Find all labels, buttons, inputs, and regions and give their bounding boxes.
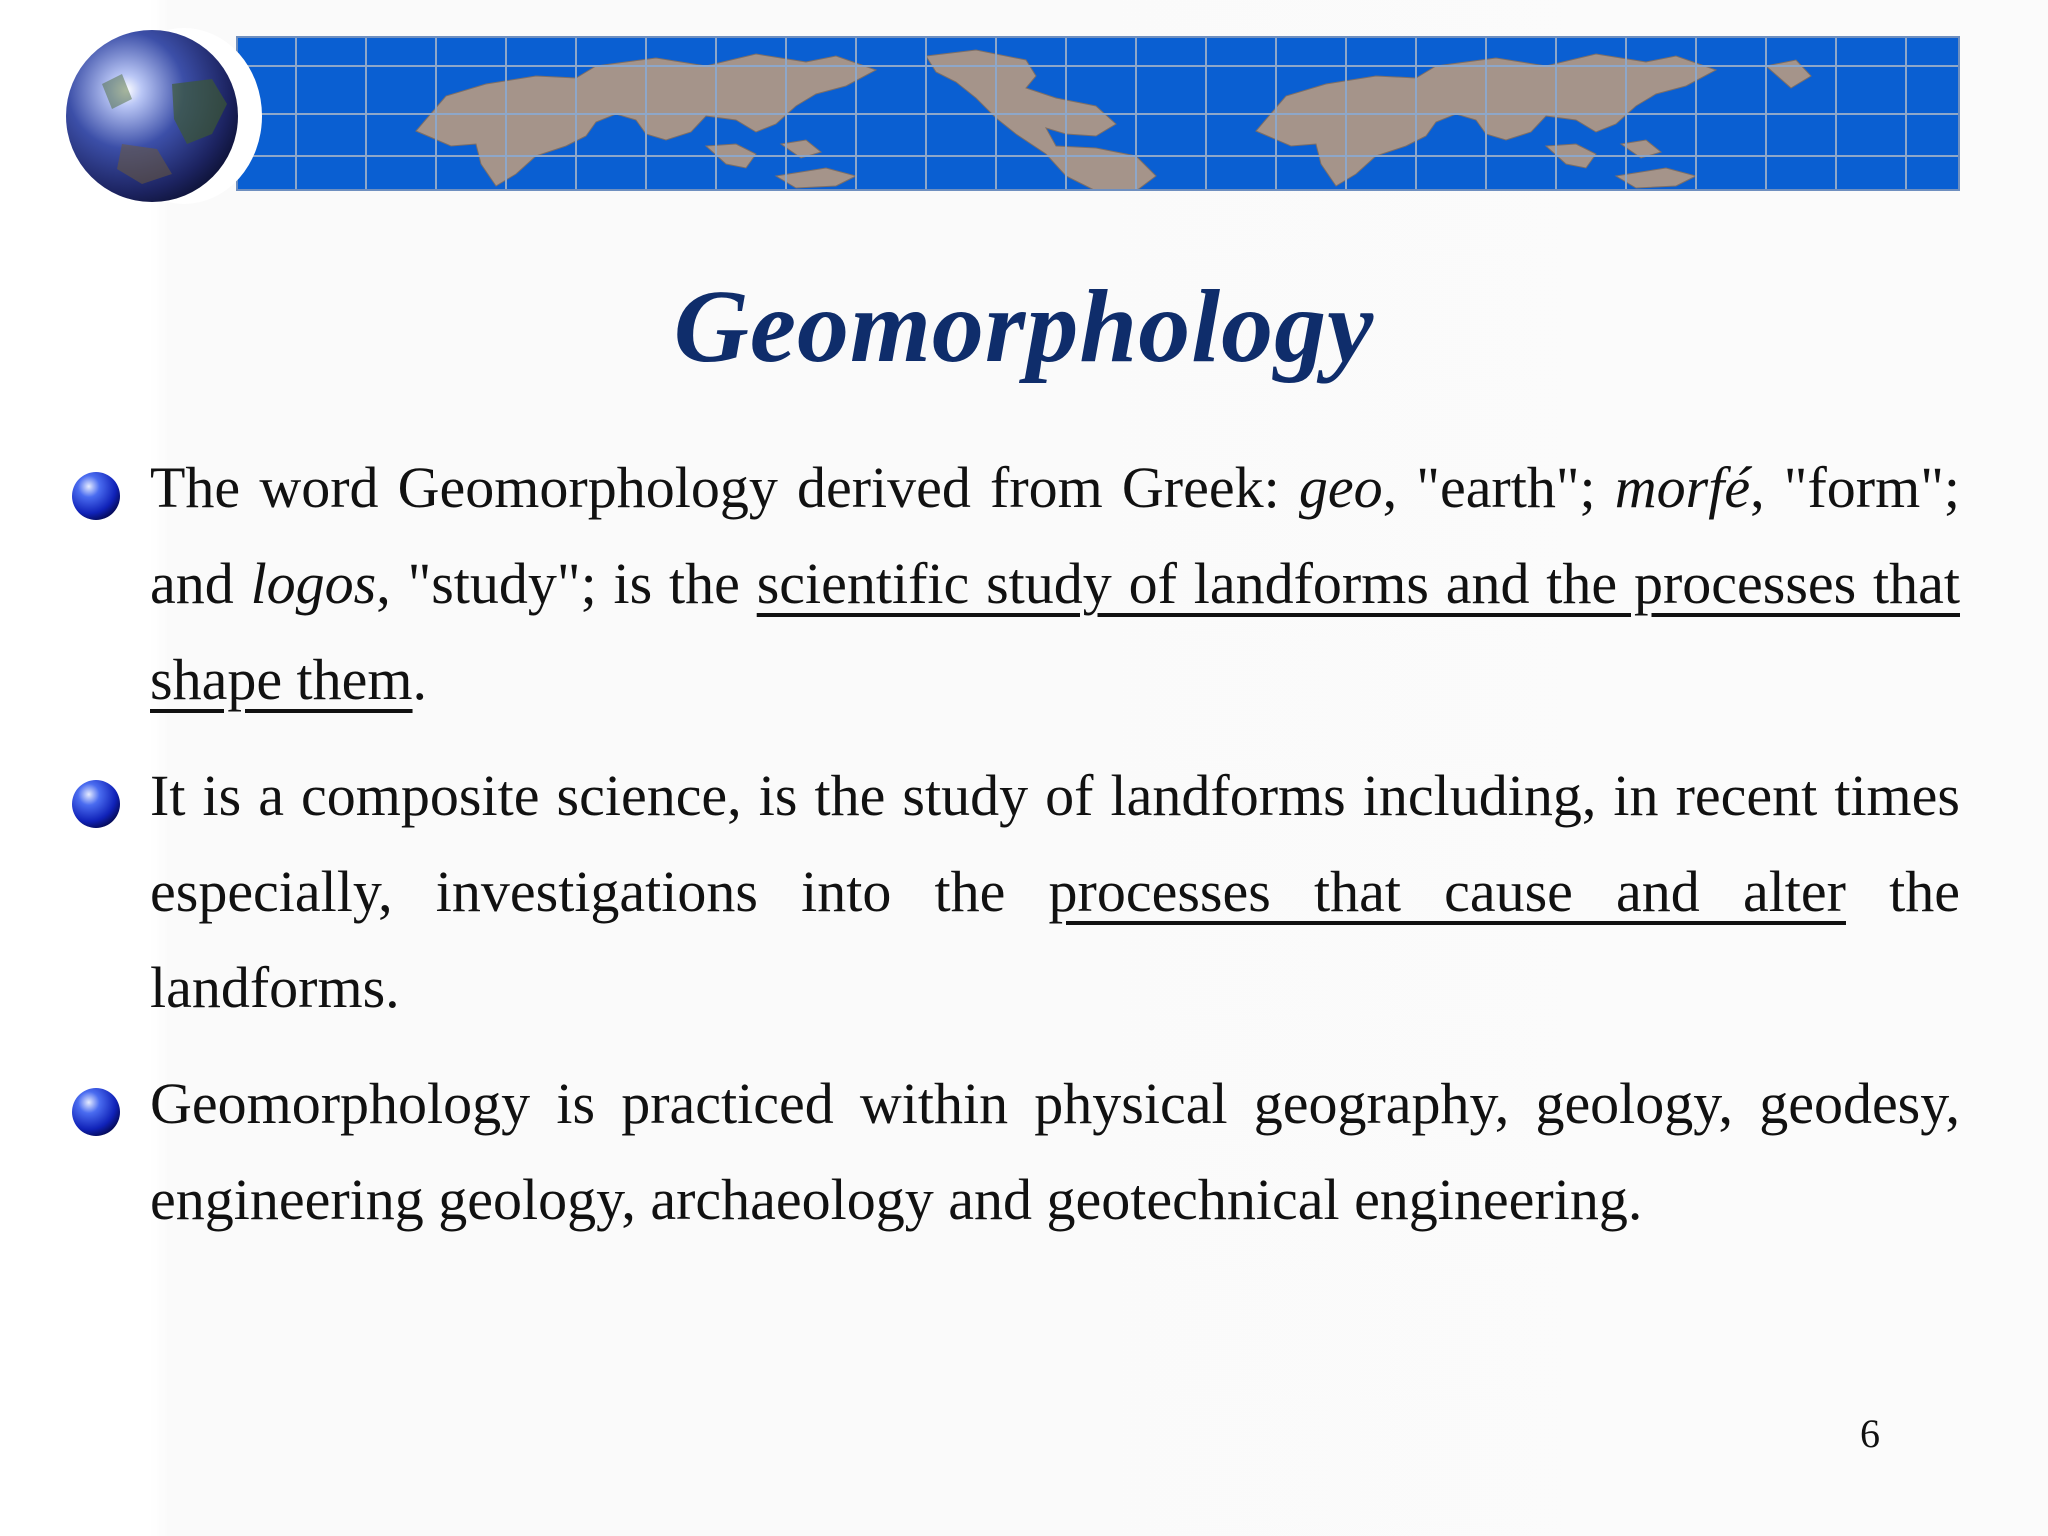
bullet-item — [150, 748, 1960, 1036]
bullet-text — [150, 440, 1960, 728]
bullet-list — [150, 440, 1960, 1268]
underlined-phrase: scientific study of landforms and the processes that shape them — [150, 551, 1960, 712]
text-run: , "form"; and — [150, 455, 1960, 616]
globe-icon — [62, 24, 262, 208]
bullet-text — [150, 748, 1960, 1036]
slide-title: Geomorphology — [673, 269, 1375, 384]
text-run: , "earth"; — [1382, 455, 1615, 520]
page-number: 6 — [1860, 1411, 1880, 1456]
bullet-item — [150, 440, 1960, 728]
text-run: Geomorphology is practiced within physical geography, geology, geodesy, engineering geology, archaeology and geotechnical engineering. — [150, 1071, 1960, 1232]
text-run: It is a composite science, is the study of landforms including, in recent times especially, investigations into the — [150, 763, 1960, 924]
text-run: The word Geomorphology derived from Greek: — [150, 455, 1299, 520]
bullet-item — [150, 1056, 1960, 1248]
blue-sphere-bullet-icon — [70, 778, 122, 830]
text-run: , "study"; is the — [376, 551, 757, 616]
blue-sphere-bullet-icon — [70, 1086, 122, 1138]
blue-sphere-bullet-icon — [70, 470, 122, 522]
italic-term: geo — [1298, 455, 1383, 520]
bullet-text — [150, 1056, 1960, 1248]
text-run: . — [412, 647, 428, 712]
underlined-phrase: processes that cause and alter — [1048, 859, 1846, 924]
italic-term: morfé — [1614, 455, 1751, 520]
world-map-banner — [236, 36, 1960, 191]
italic-term: logos — [250, 551, 377, 616]
text-run: the landforms. — [150, 859, 1960, 1020]
